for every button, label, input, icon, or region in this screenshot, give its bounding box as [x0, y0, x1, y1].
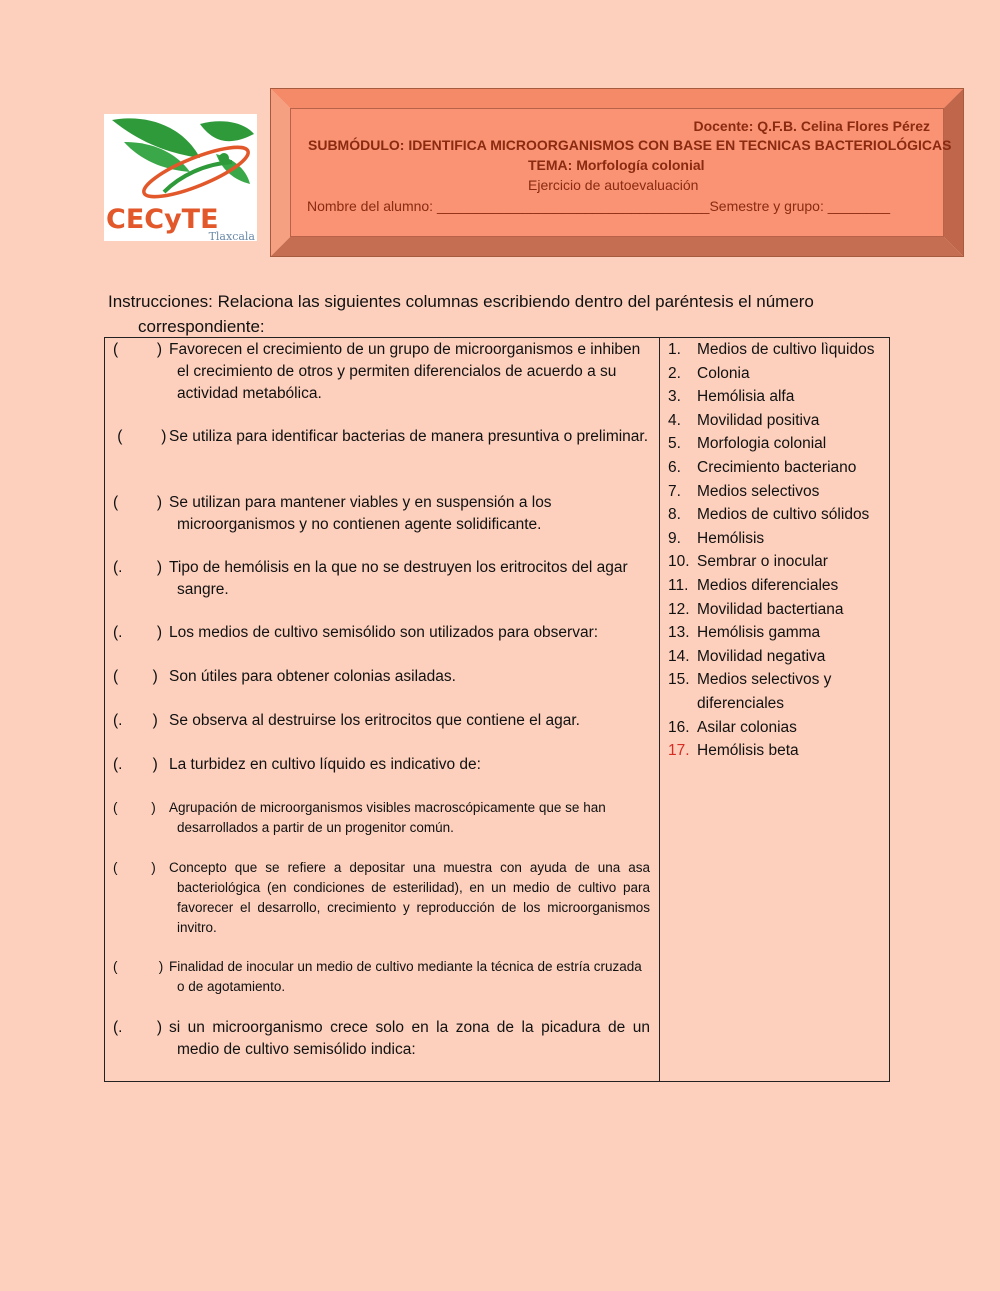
matching-table [104, 337, 890, 1082]
option-number: 6. [668, 458, 681, 476]
question-item [113, 1017, 650, 1061]
question-item [113, 622, 650, 644]
question-text: si un microorganismo crece solo en la zona de la picadura de un medio de cultivo semisólido indica: [169, 1019, 650, 1058]
question-item [113, 557, 650, 601]
option-item [668, 338, 888, 362]
answer-blank[interactable]: (. ) [113, 712, 158, 729]
answer-blank[interactable]: (. ) [113, 624, 163, 641]
option-number: 12. [668, 600, 690, 618]
topic-title: TEMA: Morfología colonial [528, 157, 705, 173]
answer-blank[interactable]: ( ) [113, 428, 167, 445]
option-label: Medios de cultivo sólidos [697, 506, 870, 524]
question-text: Tipo de hemólisis en la que no se destruyen los eritrocitos del agar sangre. [169, 559, 628, 598]
instructions-line-1: Instrucciones: Relaciona las siguientes columnas escribiendo dentro del paréntesis el número [108, 292, 814, 311]
option-label: Movilidad bactertiana [697, 600, 844, 618]
question-item [113, 426, 650, 448]
option-number: 17. [668, 742, 690, 760]
answer-blank[interactable]: ( ) [113, 860, 156, 875]
option-label: Hemólisis beta [697, 742, 799, 760]
option-item [668, 432, 888, 456]
option-label: Movilidad negativa [697, 647, 826, 665]
option-item [668, 362, 888, 386]
question-text: Favorecen el crecimiento de un grupo de microorganismos e inhiben el crecimiento de otros y permiten diferencialos de acuerdo a su actividad metabólica. [169, 341, 641, 402]
option-item [668, 598, 888, 622]
answer-blank[interactable]: ( ) [113, 494, 163, 511]
question-item [113, 798, 650, 838]
option-number: 7. [668, 482, 681, 500]
option-label: Hemólisis [697, 529, 765, 547]
option-item [668, 550, 888, 574]
answer-blank[interactable]: ( ) [113, 800, 156, 815]
option-number: 15. [668, 671, 690, 689]
instructions-line-2: correspondiente: [138, 317, 265, 336]
option-number: 5. [668, 435, 681, 453]
option-number: 16. [668, 718, 690, 736]
instructions [108, 289, 868, 339]
option-number: 8. [668, 506, 681, 524]
question-text: Los medios de cultivo semisólido son utilizados para observar: [169, 624, 599, 641]
option-item [668, 385, 888, 409]
option-label: Hemólisis gamma [697, 624, 821, 642]
question-item [113, 339, 650, 405]
column-divider [659, 338, 660, 1081]
option-label: Hemólisia alfa [697, 388, 795, 406]
logo-subtext: Tlaxcala [208, 230, 255, 243]
cecyte-logo [104, 114, 257, 241]
answer-blank[interactable]: (. ) [113, 756, 158, 773]
option-label: Medios de cultivo lìquidos [697, 341, 875, 358]
option-label: Medios selectivos [697, 482, 820, 500]
option-number: 10. [668, 553, 690, 571]
question-item [113, 492, 650, 536]
option-item [668, 409, 888, 433]
option-item [668, 503, 888, 527]
question-text: Finalidad de inocular un medio de cultivo mediante la técnica de estría cruzada o de agotamiento. [169, 959, 642, 994]
question-item [113, 666, 650, 688]
option-item [668, 716, 888, 740]
question-text: Se utiliza para identificar bacterias de manera presuntiva o preliminar. [169, 428, 649, 445]
question-item [113, 858, 650, 938]
option-number: 2. [668, 364, 681, 382]
option-item [668, 527, 888, 551]
answer-blank[interactable]: ( ) [113, 341, 163, 358]
student-name-field[interactable]: Nombre del alumno: ___________________________________Semestre y grupo: ________ [307, 198, 891, 214]
option-label: Crecimiento bacteriano [697, 458, 857, 476]
option-number: 9. [668, 529, 681, 547]
exercise-title: Ejercicio de autoevaluación [528, 177, 699, 193]
question-text: Se observa al destruirse los eritrocitos que contiene el agar. [169, 712, 580, 729]
option-label: Medios selectivos y diferenciales [697, 671, 832, 712]
question-item [113, 957, 650, 997]
answer-blank[interactable]: ( ) [113, 668, 158, 685]
option-label: Medios diferenciales [697, 576, 839, 594]
option-item [668, 645, 888, 669]
teacher-name: Docente: Q.F.B. Celina Flores Pérez [693, 118, 930, 134]
option-item [668, 480, 888, 504]
option-item [668, 668, 888, 715]
answer-blank[interactable]: ( ) [113, 959, 164, 974]
option-label: Sembrar o inocular [697, 553, 828, 571]
question-text: Son útiles para obtener colonias asiladas. [169, 668, 456, 685]
option-number: 13. [668, 624, 690, 642]
question-text: Se utilizan para mantener viables y en suspensión a los microorganismos y no contienen agente solidificante. [169, 494, 552, 533]
option-item [668, 621, 888, 645]
answer-blank[interactable]: (. ) [113, 1019, 163, 1036]
answer-blank[interactable]: (. ) [113, 559, 163, 576]
option-number: 14. [668, 647, 690, 665]
option-label: Morfologia colonial [697, 435, 827, 453]
question-text: La turbidez en cultivo líquido es indicativo de: [169, 756, 481, 773]
option-number: 4. [668, 411, 681, 429]
option-number: 11. [668, 576, 689, 594]
option-label: Movilidad positiva [697, 411, 820, 429]
option-item [668, 456, 888, 480]
option-number: 3. [668, 388, 681, 406]
logo-text: CECyTE [106, 204, 219, 235]
header-text [290, 110, 952, 236]
options-list [668, 338, 888, 763]
option-label: Colonia [697, 364, 750, 382]
question-text: Agrupación de microorganismos visibles macroscópicamente que se han desarrollados a partir de un progenitor común. [169, 800, 606, 835]
submodule-title: SUBMÓDULO: IDENTIFICA MICROORGANISMOS CON BASE EN TECNICAS BACTERIOLÓGICAS [308, 137, 952, 153]
question-item [113, 710, 650, 732]
option-label: Asilar colonias [697, 718, 797, 736]
question-text: Concepto que se refiere a depositar una muestra con ayuda de una asa bacteriológica (en condiciones de esterilidad), en un medio de cultivo para favorecer el desarrollo, crecimiento y reproducción de los microorganismos invitro. [169, 860, 650, 935]
option-item [668, 739, 888, 763]
question-item [113, 754, 650, 776]
option-item [668, 574, 888, 598]
option-number: 1. [668, 341, 681, 358]
